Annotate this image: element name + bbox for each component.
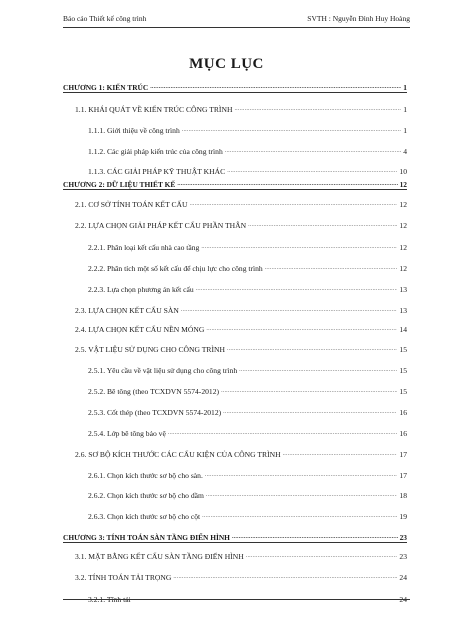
toc-leader-dots bbox=[150, 83, 401, 92]
toc-entry-title: 2.2.3. Lựa chọn phương án kết cấu bbox=[88, 285, 194, 294]
toc-entry-title: 2.1. CƠ SỞ TÍNH TOÁN KẾT CẤU bbox=[75, 200, 188, 209]
toc-entry[interactable] bbox=[88, 592, 407, 604]
toc-entry-title: 2.4. LỰA CHỌN KẾT CẤU NỀN MÓNG bbox=[75, 325, 205, 334]
toc-entry-title: 2.5. VẬT LIỆU SỬ DỤNG CHO CÔNG TRÌNH bbox=[75, 344, 225, 354]
toc-page-number: 12 bbox=[399, 264, 407, 273]
toc-page-number: 19 bbox=[399, 511, 407, 521]
toc-leader-dots bbox=[182, 126, 401, 135]
toc-entry[interactable] bbox=[88, 261, 407, 273]
toc-entry-title: 2.6. SƠ BỘ KÍCH THƯỚC CÁC CẤU KIỆN CỦA CÔNG TRÌNH bbox=[75, 449, 281, 459]
toc-page-number: 15 bbox=[399, 366, 407, 375]
toc-entry[interactable] bbox=[88, 468, 407, 480]
toc-leader-dots bbox=[206, 491, 397, 500]
toc-entry[interactable] bbox=[88, 405, 407, 417]
toc-page-number: 24 bbox=[399, 594, 407, 604]
toc-entry-title: 2.2.1. Phân loại kết cấu nhà cao tầng bbox=[88, 243, 200, 252]
toc-page-number: 17 bbox=[399, 449, 407, 459]
toc-page-number: 12 bbox=[399, 243, 407, 252]
toc-leader-dots bbox=[227, 345, 397, 354]
toc-entry-title: 2.6.3. Chọn kích thước sơ bộ cho cột bbox=[88, 511, 201, 521]
toc-entry[interactable] bbox=[88, 509, 407, 521]
toc-chapter-entry[interactable] bbox=[63, 80, 407, 93]
toc-entry-title: 1.1. KHÁI QUÁT VỀ KIẾN TRÚC CÔNG TRÌNH bbox=[75, 104, 233, 114]
toc-leader-dots bbox=[225, 147, 401, 156]
toc-leader-dots bbox=[173, 573, 397, 582]
toc-entry[interactable] bbox=[75, 570, 407, 582]
toc-leader-dots bbox=[265, 264, 398, 273]
toc-page-number: 12 bbox=[399, 200, 407, 209]
toc-leader-dots bbox=[190, 200, 398, 209]
toc-entry[interactable] bbox=[75, 197, 407, 209]
toc-page-number: 17 bbox=[399, 470, 407, 480]
toc-entry-title: 2.3. LỰA CHỌN KẾT CẤU SÀN bbox=[75, 305, 179, 315]
toc-entry-title: 2.5.2. Bê tông (theo TCXDVN 5574-2012) bbox=[88, 386, 220, 396]
toc-entry[interactable] bbox=[75, 218, 407, 230]
toc-entry[interactable] bbox=[75, 447, 407, 459]
toc-leader-dots bbox=[196, 285, 398, 294]
toc-page-number: 24 bbox=[399, 573, 407, 582]
header-left-text: Báo cáo Thiết kế công trình bbox=[63, 14, 147, 23]
toc-page-number: 16 bbox=[399, 428, 407, 438]
toc-entry-title: 2.6.2. Chọn kích thước sơ bộ cho dầm bbox=[88, 491, 204, 500]
toc-entry[interactable] bbox=[75, 342, 407, 354]
toc-entry[interactable] bbox=[75, 303, 407, 315]
toc-entry[interactable] bbox=[88, 488, 407, 500]
toc-page-number: 15 bbox=[399, 344, 407, 354]
toc-page-number: 4 bbox=[403, 146, 407, 156]
toc-leader-dots bbox=[205, 471, 398, 480]
toc-entry[interactable] bbox=[88, 164, 407, 176]
toc-entry-title: 2.5.3. Cốt thép (theo TCXDVN 5574-2012) bbox=[88, 408, 222, 417]
page-header bbox=[63, 11, 410, 28]
toc-leader-dots bbox=[246, 552, 398, 561]
toc-leader-dots bbox=[223, 408, 397, 417]
toc-entry-title: 2.6.1. Chọn kích thước sơ bộ cho sàn. bbox=[88, 470, 203, 480]
toc-leader-dots bbox=[283, 450, 398, 459]
toc-entry-title: 3.2.1. Tĩnh tải bbox=[88, 594, 131, 604]
toc-page-number: 18 bbox=[399, 491, 407, 500]
toc-entry[interactable] bbox=[75, 322, 407, 334]
toc-leader-dots bbox=[227, 167, 397, 176]
toc-page-number: 10 bbox=[399, 167, 407, 176]
toc-page-number: 1 bbox=[403, 125, 407, 135]
toc-entry[interactable] bbox=[75, 102, 407, 114]
toc-leader-dots bbox=[177, 180, 397, 189]
toc-leader-dots bbox=[234, 105, 401, 114]
toc-page-number: 16 bbox=[399, 408, 407, 417]
toc-entry-title: CHƯƠNG 1: KIẾN TRÚC bbox=[63, 83, 149, 92]
toc-chapter-entry[interactable] bbox=[63, 530, 407, 543]
toc-entry-title: 2.5.1. Yêu cầu về vật liệu sử dụng cho công trình bbox=[88, 366, 238, 375]
toc-leader-dots bbox=[201, 243, 397, 252]
toc-leader-dots bbox=[206, 325, 397, 334]
toc-entry-title: 3.1. MẶT BẰNG KẾT CẤU SÀN TẦNG ĐIỂN HÌNH bbox=[75, 552, 244, 561]
toc-page-number: 13 bbox=[399, 305, 407, 315]
toc-entry[interactable] bbox=[88, 363, 407, 375]
toc-page-number: 1 bbox=[403, 104, 407, 114]
toc-entry-title: 1.1.3. CÁC GIẢI PHÁP KỸ THUẬT KHÁC bbox=[88, 167, 226, 176]
toc-entry[interactable] bbox=[88, 240, 407, 252]
header-right-text: SVTH : Nguyễn Đình Huy Hoàng bbox=[307, 14, 410, 23]
toc-entry[interactable] bbox=[88, 384, 407, 396]
toc-page-number: 23 bbox=[399, 552, 407, 561]
toc-page-number: 15 bbox=[399, 386, 407, 396]
toc-entry[interactable] bbox=[88, 144, 407, 156]
toc-entry-title: 1.1.1. Giới thiệu về công trình bbox=[88, 125, 180, 135]
toc-page-number: 12 bbox=[399, 180, 407, 189]
toc-entry[interactable] bbox=[88, 282, 407, 294]
toc-entry-title: 2.2. LỰA CHỌN GIẢI PHÁP KẾT CẤU PHẦN THÂN bbox=[75, 221, 247, 230]
toc-leader-dots bbox=[168, 429, 398, 438]
toc-leader-dots bbox=[181, 306, 398, 315]
page-title: MỤC LỤC bbox=[189, 56, 264, 72]
toc-leader-dots bbox=[202, 512, 397, 521]
toc-entry[interactable] bbox=[88, 123, 407, 135]
toc-page-number: 13 bbox=[399, 285, 407, 294]
toc-entry-title: CHƯƠNG 3: TÍNH TOÁN SÀN TẦNG ĐIỂN HÌNH bbox=[63, 532, 230, 542]
toc-leader-dots bbox=[232, 533, 398, 542]
toc-page-number: 1 bbox=[403, 83, 407, 92]
toc-leader-dots bbox=[248, 221, 397, 230]
toc-page-number: 23 bbox=[399, 532, 407, 542]
toc-entry-title: 3.2. TÍNH TOÁN TẢI TRỌNG bbox=[75, 573, 172, 582]
toc-page-number: 14 bbox=[399, 325, 407, 334]
toc-entry-title: 2.2.2. Phân tích một số kết cấu để chịu lực cho công trình bbox=[88, 264, 263, 273]
toc-entry-title: CHƯƠNG 2: DỮ LIỆU THIẾT KẾ bbox=[63, 180, 176, 189]
toc-entry-title: 2.5.4. Lớp bê tông bảo vệ bbox=[88, 428, 166, 438]
toc-chapter-entry[interactable] bbox=[63, 177, 407, 190]
toc-leader-dots bbox=[239, 366, 397, 375]
toc-entry[interactable] bbox=[75, 549, 407, 561]
toc-leader-dots bbox=[221, 387, 397, 396]
toc-page-number: 12 bbox=[399, 221, 407, 230]
toc-entry-title: 1.1.2. Các giải pháp kiến trúc của công trình bbox=[88, 146, 223, 156]
toc-entry[interactable] bbox=[88, 426, 407, 438]
footer-divider bbox=[63, 599, 410, 600]
